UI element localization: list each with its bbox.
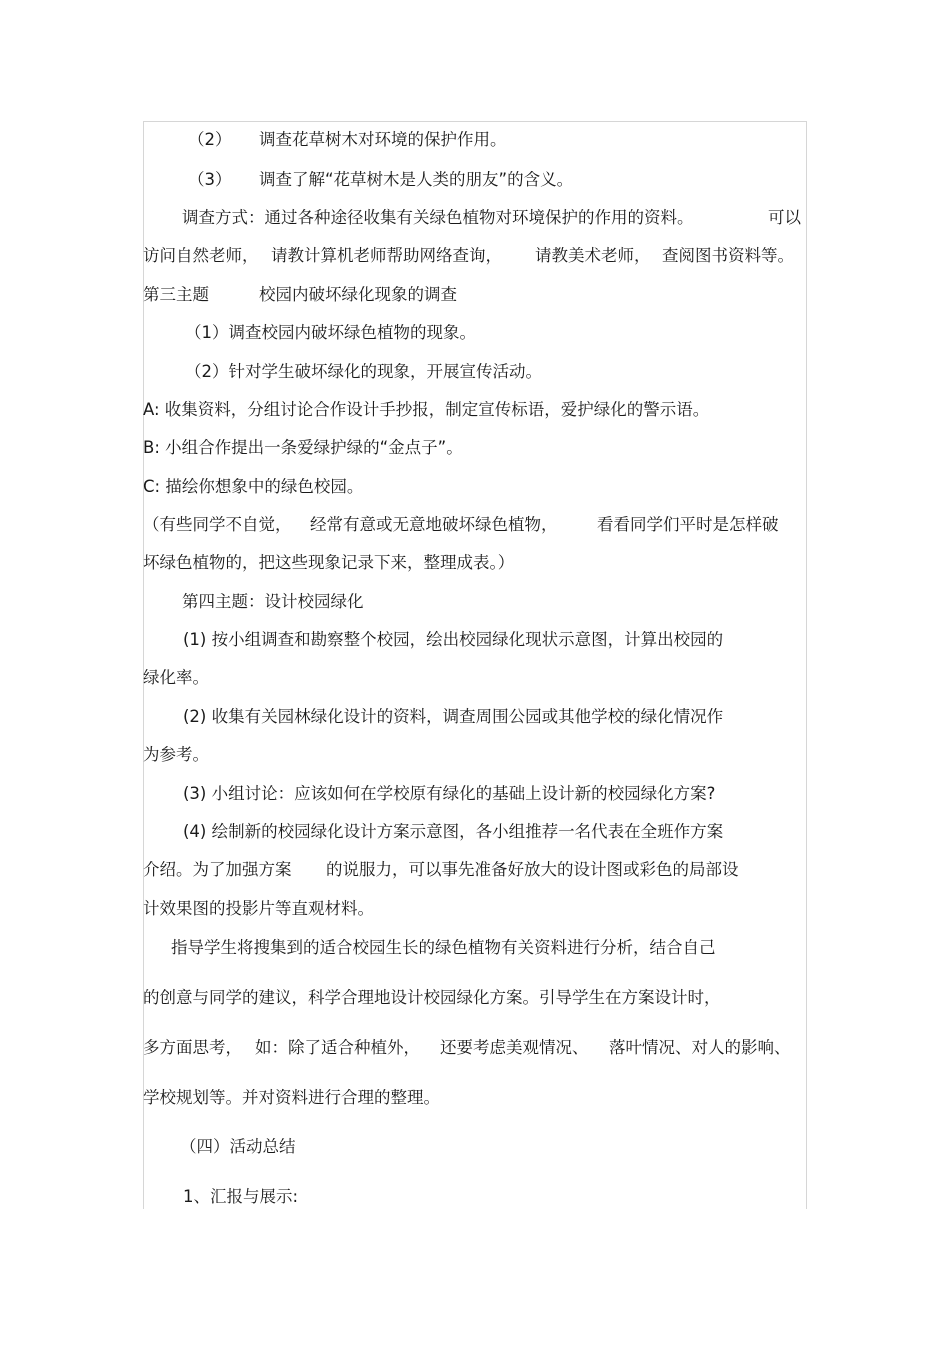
- text-segment: 看看同学们平时是怎样破: [597, 515, 779, 534]
- line-theme4-item-4-cont2: 计效果图的投影片等直观材料。: [143, 899, 374, 918]
- line-guidance-cont3: 学校规划等。并对资料进行合理的整理。: [143, 1088, 440, 1107]
- item-text: 调查花草树木对环境的保护作用。: [259, 130, 507, 149]
- text-segment: 的说服力，可以事先准备好放大的设计图或彩色的局部设: [326, 860, 739, 879]
- line-theme4-item-2: (2) 收集有关园林绿化设计的资料，调查周围公园或其他学校的绿化情况作: [183, 707, 724, 726]
- line-theme3-item-1: （1）调查校园内破坏绿色植物的现象。: [185, 323, 476, 342]
- heading-theme-4: 第四主题：设计校园绿化: [182, 592, 364, 611]
- line-theme4-item-1-cont: 绿化率。: [143, 668, 209, 687]
- page-frame-right: [806, 121, 807, 1209]
- line-activity-a: A: 收集资料，分组讨论合作设计手抄报，制定宣传标语，爱护绿化的警示语。: [143, 400, 710, 419]
- line-activity-b: B: 小组合作提出一条爱绿护绿的“金点子”。: [143, 438, 463, 457]
- text-segment: （有些同学不自觉，: [143, 515, 292, 534]
- text-segment: 请教计算机老师帮助网络查询，: [271, 246, 502, 265]
- line-note-cont: 坏绿色植物的，把这些现象记录下来，整理成表。）: [143, 553, 515, 572]
- page-frame-top: [143, 121, 807, 122]
- theme-title: 校园内破坏绿化现象的调查: [259, 285, 457, 304]
- line-theme4-item-2-cont: 为参考。: [143, 745, 209, 764]
- text-segment: 访问自然老师，: [143, 246, 259, 265]
- item-number: （2）: [188, 130, 232, 149]
- line-guidance-cont: 的创意与同学的建议，科学合理地设计校园绿化方案。引导学生在方案设计时，: [143, 988, 721, 1007]
- heading-activity-summary: （四）活动总结: [180, 1137, 296, 1156]
- line-activity-c: C: 描绘你想象中的绿色校园。: [143, 477, 364, 496]
- text-segment: 调查方式：通过各种途径收集有关绿色植物对环境保护的作用的资料。: [182, 208, 694, 227]
- text-segment: 介绍。为了加强方案: [143, 860, 292, 879]
- theme-label: 第三主题: [143, 285, 209, 304]
- line-guidance: 指导学生将搜集到的适合校园生长的绿色植物有关资料进行分析，结合自己: [171, 938, 716, 957]
- line-theme4-item-1: (1) 按小组调查和勘察整个校园，绘出校园绿化现状示意图，计算出校园的: [183, 630, 724, 649]
- text-segment: 请教美术老师，: [535, 246, 651, 265]
- text-segment: 经常有意或无意地破坏绿色植物，: [310, 515, 558, 534]
- line-theme4-item-4: (4) 绘制新的校园绿化设计方案示意图，各小组推荐一名代表在全班作方案: [183, 822, 724, 841]
- line-report-display: 1、汇报与展示:: [183, 1187, 299, 1206]
- line-theme4-item-3: (3) 小组讨论：应该如何在学校原有绿化的基础上设计新的校园绿化方案?: [183, 784, 716, 803]
- item-number: （3）: [188, 170, 232, 189]
- text-segment: 落叶情况、对人的影响、: [609, 1038, 791, 1057]
- text-segment: 如：除了适合种植外，: [255, 1038, 420, 1057]
- line-theme3-item-2: （2）针对学生破坏绿化的现象，开展宣传活动。: [185, 362, 542, 381]
- text-segment: 还要考虑美观情况、: [440, 1038, 589, 1057]
- text-segment: 查阅图书资料等。: [662, 246, 794, 265]
- text-segment: 多方面思考，: [143, 1038, 242, 1057]
- item-text: 调查了解“花草树木是人类的朋友”的含义。: [259, 170, 574, 189]
- text-segment: 可以: [768, 208, 801, 227]
